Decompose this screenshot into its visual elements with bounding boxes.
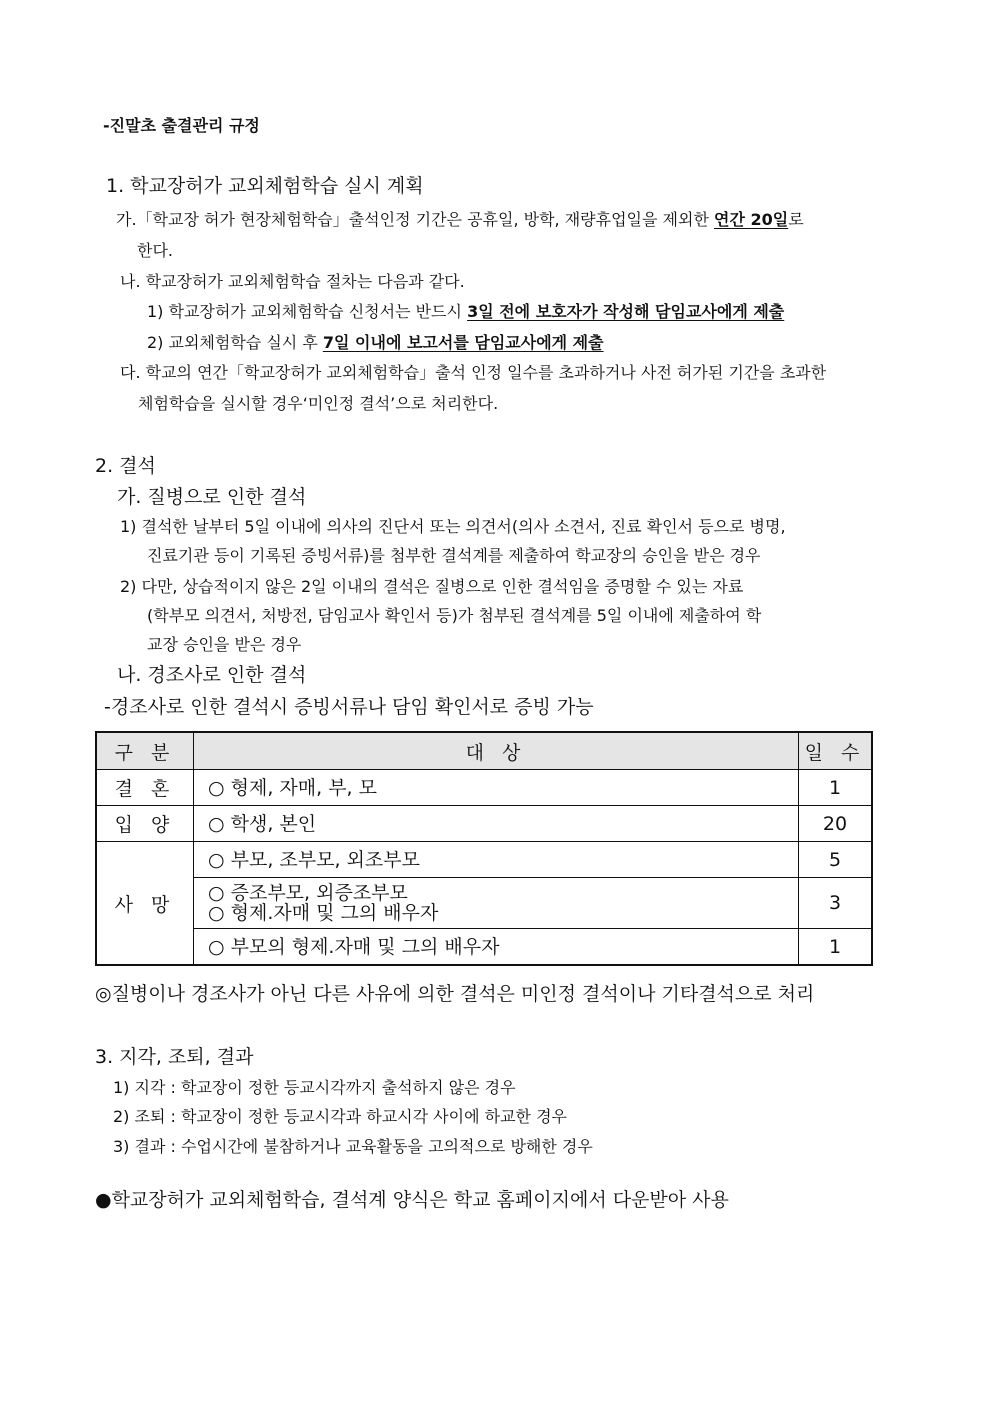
days-cell: 20 bbox=[799, 806, 873, 842]
section-1-na-item-2-text: 2) 교외체험학습 실시 후 bbox=[147, 333, 323, 352]
section-2-ga-item-2-line-1: 2) 다만, 상습적이지 않은 2일 이내의 결석은 질병으로 인한 결석임을 증명할 수 있는 자료 bbox=[120, 577, 744, 596]
section-3-heading: 3. 지각, 조퇴, 결과 bbox=[95, 1046, 254, 1068]
family-event-absence-table bbox=[95, 731, 873, 966]
column-header-category: 구 분 bbox=[96, 732, 194, 770]
section-2-na: 나. 경조사로 인한 결석 bbox=[117, 664, 307, 686]
section-1-na-item-2 bbox=[147, 332, 604, 354]
days-cell: 5 bbox=[799, 842, 873, 878]
section-1-na-item-1 bbox=[147, 301, 784, 323]
section-1-da-line-1: 다. 학교의 연간「학교장허가 교외체험학습」출석 인정 일수를 초과하거나 사전 허가된 기간을 초과한 bbox=[120, 363, 827, 382]
category-cell: 사 망 bbox=[96, 842, 194, 966]
section-1-heading: 1. 학교장허가 교외체험학습 실시 계획 bbox=[106, 175, 424, 197]
target-cell: ○ 부모의 형제.자매 및 그의 배우자 bbox=[194, 929, 799, 966]
section-1-na-item-1-text: 1) 학교장허가 교외체험학습 신청서는 반드시 bbox=[147, 302, 468, 321]
days-cell: 3 bbox=[799, 878, 873, 929]
category-cell: 입 양 bbox=[96, 806, 194, 842]
section-2-heading: 2. 결석 bbox=[95, 455, 156, 477]
table-row bbox=[96, 929, 872, 966]
target-cell: ○ 형제, 자매, 부, 모 bbox=[194, 770, 799, 806]
section-3-item-1: 1) 지각 : 학교장이 정한 등교시각까지 출석하지 않은 경우 bbox=[113, 1078, 516, 1097]
table-row bbox=[96, 878, 872, 929]
section-3-item-3: 3) 결과 : 수업시간에 불참하거나 교육활동을 고의적으로 방해한 경우 bbox=[113, 1137, 593, 1156]
section-3-item-2: 2) 조퇴 : 학교장이 정한 등교시각과 하교시각 사이에 하교한 경우 bbox=[113, 1107, 567, 1126]
table-row bbox=[96, 842, 872, 878]
section-2-ga-item-1-line-1: 1) 결석한 날부터 5일 이내에 의사의 진단서 또는 의견서(의사 소견서, 진료 확인서 등으로 병명, bbox=[120, 517, 786, 536]
column-header-days: 일 수 bbox=[799, 732, 873, 770]
section-2-ga-item-2-line-2: (학부모 의견서, 처방전, 담임교사 확인서 등)가 첨부된 결석계를 5일 이내에 제출하여 학 bbox=[147, 606, 762, 625]
target-line: ○ 증조부모, 외증조부모 bbox=[208, 882, 408, 904]
report-deadline-highlight: 7일 이내에 보고서를 담임교사에게 제출 bbox=[322, 333, 604, 352]
section-2-ga-item-1-line-2: 진료기관 등이 기록된 증빙서류)를 첨부한 결석계를 제출하여 학교장의 승인을 받은 경우 bbox=[147, 546, 761, 565]
days-cell: 1 bbox=[799, 929, 873, 966]
section-2-ga-item-2-line-3: 교장 승인을 받은 경우 bbox=[147, 635, 302, 654]
table-header-row bbox=[96, 732, 872, 770]
section-1-ga-tail: 로 bbox=[788, 210, 804, 229]
table-row bbox=[96, 770, 872, 806]
document-title: -진말초 출결관리 규정 bbox=[103, 116, 260, 135]
section-1-ga-text: 가.「학교장 허가 현장체험학습」출석인정 기간은 공휴일, 방학, 재량휴업일을 제외한 bbox=[116, 210, 714, 229]
section-1-da-line-2: 체험학습을 실시할 경우‘미인정 결석’으로 처리한다. bbox=[138, 394, 499, 413]
form-download-note: ●학교장허가 교외체험학습, 결석계 양식은 학교 홈페이지에서 다운받아 사용 bbox=[95, 1189, 729, 1211]
section-1-ga-line-2: 한다. bbox=[137, 241, 173, 260]
category-cell: 결 혼 bbox=[96, 770, 194, 806]
target-line: ○ 형제.자매 및 그의 배우자 bbox=[208, 902, 439, 924]
section-1-ga-line-1 bbox=[116, 209, 804, 231]
section-2-ga: 가. 질병으로 인한 결석 bbox=[117, 486, 307, 508]
section-2-na-note: -경조사로 인한 결석시 증빙서류나 담임 확인서로 증빙 가능 bbox=[104, 696, 594, 718]
column-header-target: 대 상 bbox=[194, 732, 799, 770]
target-cell: ○ 부모, 조부모, 외조부모 bbox=[194, 842, 799, 878]
table-row bbox=[96, 806, 872, 842]
section-1-na: 나. 학교장허가 교외체험학습 절차는 다음과 같다. bbox=[120, 272, 465, 291]
annual-limit-highlight: 연간 20일 bbox=[714, 210, 789, 229]
target-cell bbox=[194, 878, 799, 929]
application-deadline-highlight: 3일 전에 보호자가 작성해 담임교사에게 제출 bbox=[467, 302, 785, 321]
other-absence-note: ◎질병이나 경조사가 아닌 다른 사유에 의한 결석은 미인정 결석이나 기타결석으로 처리 bbox=[95, 983, 815, 1005]
days-cell: 1 bbox=[799, 770, 873, 806]
target-cell: ○ 학생, 본인 bbox=[194, 806, 799, 842]
